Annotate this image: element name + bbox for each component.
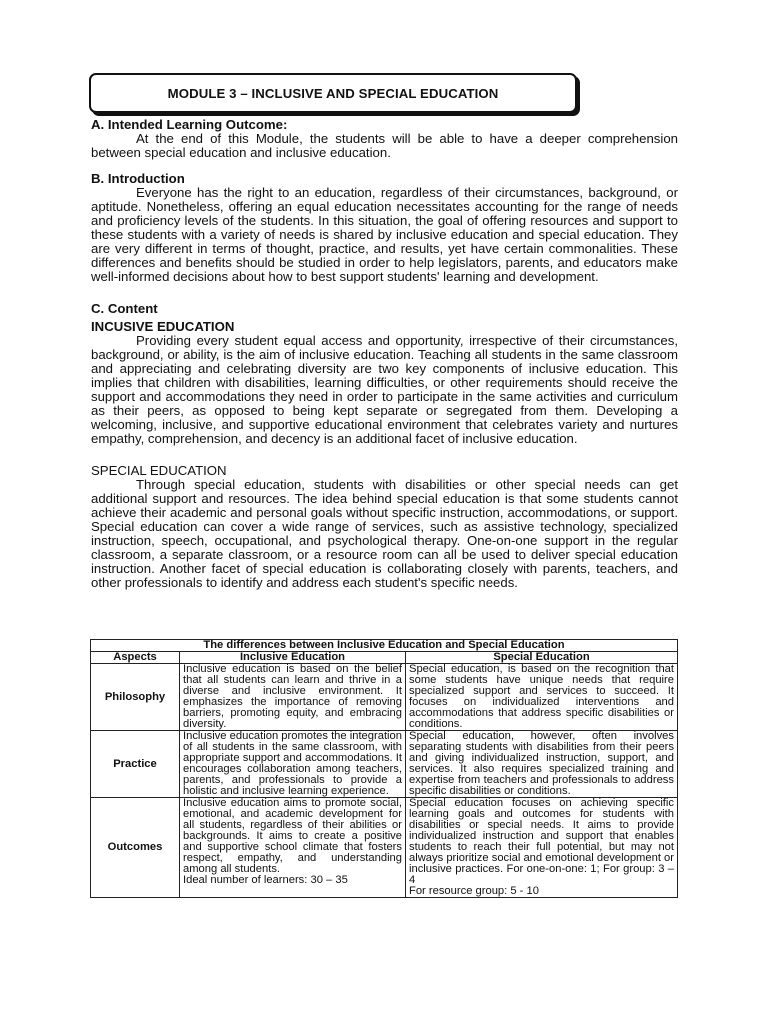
special-cell xyxy=(406,731,678,798)
special-cell-note: For resource group: 5 - 10 xyxy=(409,885,539,897)
aspect-cell: Practice xyxy=(91,731,180,798)
aspect-cell: Philosophy xyxy=(91,664,180,731)
special-cell-text: Special education, is based on the recognition that some students have unique needs that require specialized support and services to succeed. It focuses on individualized interventions and accommodations that address specific disabilities or conditions. xyxy=(409,663,674,730)
inclusive-cell xyxy=(180,798,406,898)
aspect-cell: Outcomes xyxy=(91,798,180,898)
section-c-heading: C. Content xyxy=(91,301,158,316)
section-a-text: At the end of this Module, the students will be able to have a deeper comprehension between special education and inclusive education. xyxy=(91,131,678,160)
inclusive-text: Providing every student equal access and opportunity, irrespective of their circumstances, background, or ability, is the aim of inclusive education. Teaching all students in the same classroom and appreciating and celebrating diversity are two key components of inclusive education. This implies that children with disabilities, learning difficulties, or other requirements should receive the support and accommodations they need in order to participate in the same activities and curriculum as their peers, as opposed to being kept separate or segregated from them. Developing a welcoming, inclusive, and supportive educational environment that celebrates variety and nurtures empathy, comprehension, and decency is an additional facet of inclusive education. xyxy=(91,333,678,446)
header-inclusive: Inclusive Education xyxy=(180,652,406,664)
header-aspects: Aspects xyxy=(91,652,180,664)
inclusive-cell xyxy=(180,664,406,731)
differences-table xyxy=(90,639,678,898)
table-caption-row xyxy=(91,640,678,652)
special-heading: SPECIAL EDUCATION xyxy=(91,463,227,478)
inclusive-heading: INCUSIVE EDUCATION xyxy=(91,319,235,334)
document-body xyxy=(91,118,678,590)
inclusive-cell-text: Inclusive education promotes the integration of all students in the same classroom, with appropriate support and accommodations. It encourages collaboration among teachers, parents, and professionals to provide a holistic and inclusive learning experience. xyxy=(183,730,402,797)
table-row xyxy=(91,731,678,798)
module-title: MODULE 3 – INCLUSIVE AND SPECIAL EDUCATION xyxy=(167,86,499,101)
section-a-heading: A. Intended Learning Outcome: xyxy=(91,117,288,132)
inclusive-cell xyxy=(180,731,406,798)
section-b-text: Everyone has the right to an education, regardless of their circumstances, background, or aptitude. Nonetheless, offering an equal education necessitates accounting for the range of needs and proficiency levels of the students. In this situation, the goal of offering resources and support to these students with a variety of needs is shared by inclusive education and special education. They are very different in terms of thought, practice, and results, yet have certain commonalities. These differences and benefits should be studied in order to help legislators, parents, and educators make well-informed decisions about how to best support students' learning and development. xyxy=(91,185,678,284)
special-cell xyxy=(406,664,678,731)
table-header-row xyxy=(91,652,678,664)
special-text: Through special education, students with disabilities or other special needs can get additional support and resources. The idea behind special education is that some students cannot achieve their academic and personal goals without specific instruction, accommodations, or support. Special education can cover a wide range of services, such as assistive technology, specialized instruction, speech, occupational, and psychological therapy. One-on-one support in the regular classroom, a separate classroom, or a resource room can all be used to deliver special education instruction. Another facet of special education is collaborating closely with parents, teachers, and other professionals to identify and address each student's specific needs. xyxy=(91,477,678,590)
inclusive-cell-note: Ideal number of learners: 30 – 35 xyxy=(183,874,348,886)
section-b-heading: B. Introduction xyxy=(91,171,185,186)
inclusive-cell-text: Inclusive education is based on the belief that all students can learn and thrive in a diverse and inclusive environment. It emphasizes the importance of removing barriers, promoting equity, and embracing diversity. xyxy=(183,663,402,730)
table-row xyxy=(91,798,678,898)
special-cell-text: Special education, however, often involves separating students with disabilities from their peers and giving individualized instruction, support, and services. It also requires specialized training and expertise from teachers and professionals to address specific disabilities or conditions. xyxy=(409,730,674,797)
header-special: Special Education xyxy=(406,652,678,664)
table-caption: The differences between Inclusive Education and Special Education xyxy=(91,640,678,652)
special-cell-text: Special education focuses on achieving specific learning goals and outcomes for students with disabilities or special needs. It aims to provide individualized instruction and support that enables students to reach their full potential, but may not always prioritize social and emotional development or inclusive practices. For one-on-one: 1; For group: 3 – 4 xyxy=(409,797,674,886)
table-row xyxy=(91,664,678,731)
special-cell xyxy=(406,798,678,898)
inclusive-cell-text: Inclusive education aims to promote social, emotional, and academic development for all students, regardless of their abilities or backgrounds. It aims to create a positive and supportive school climate that fosters respect, empathy, and understanding among all students. xyxy=(183,797,402,875)
module-title-box xyxy=(89,73,577,113)
